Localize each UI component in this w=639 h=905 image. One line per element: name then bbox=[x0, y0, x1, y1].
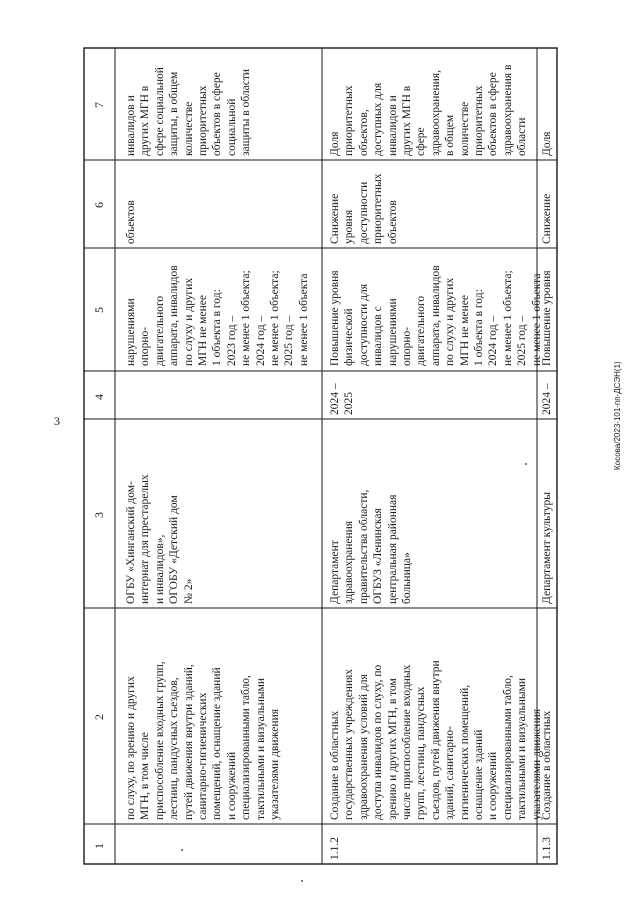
table-row-2-result: Повышение уровня физической доступности для инвалидов с нарушениями опорно- двигательного аппарата, инвалидов по слуху и других МГН не менее 1 объекта в год: 2024 год – не менее 1 объекта; 2025 год – не менее 1 объекта bbox=[329, 265, 543, 366]
table-row-3-indicator: Снижение bbox=[541, 193, 553, 244]
table-row-2-description: Доля приоритетных объектов, доступных для инвалидов и других МГН в сфере здравоохранения, в общем количестве приоритетных объектов в сфере здравоохранения в области bbox=[329, 64, 529, 156]
table-row-1-executor: ОГБУ «Хинганский дом- интернат для престарелых и инвалидов», ОГОБУ «Детский дом № 2» bbox=[125, 474, 195, 604]
header-col-4: 4 bbox=[92, 394, 106, 400]
page-number: 3 bbox=[54, 414, 60, 428]
table-row-2-period: 2024 – 2025 bbox=[329, 383, 356, 415]
table-row-2-executor: Департамент здравоохранения правительства области, ОГБУЗ «Ленинская центральная районная больница» bbox=[329, 489, 414, 604]
speck bbox=[525, 463, 527, 465]
table-row-2-number: 1.1.2 bbox=[329, 837, 341, 860]
header-col-1: 1 bbox=[92, 843, 106, 849]
table-row-1-measure: по слуху, по зрению и других МГН, в том числе приспособление входных групп, лестниц, пандусных съездов, путей движения внутри зданий, санитарно-гигиенических помещений, оснащение зданий и сооружений специализированными табло, тактильными и визуальными указателями движения bbox=[125, 661, 282, 820]
table-row-3-measure: Создание в областных bbox=[541, 710, 553, 820]
table-row-3-result: Повышение уровня bbox=[541, 270, 553, 366]
table-row-1-description: инвалидов и других МГН в сфере социальной защиты, в общем количестве приоритетных объектов в сфере социальной защиты в области bbox=[125, 67, 253, 156]
table-row-3-number: 1.1.3 bbox=[541, 837, 553, 860]
header-col-5: 5 bbox=[92, 307, 106, 313]
footer-code: Косова/2023-101-пп-ДСЭН(1) bbox=[613, 361, 622, 470]
speck bbox=[301, 880, 303, 882]
table-row-3-description: Доля bbox=[541, 131, 553, 156]
table-row-3-period: 2024 – bbox=[541, 383, 553, 415]
header-col-7: 7 bbox=[92, 102, 106, 108]
table-row-2-measure: Создание в областных государственных учреждениях здравоохранения условий для доступа инвалидов по слуху, по зрению и других МГН, в том числе приспособление входных групп, лестниц, пандусных съездов, путей движения внутри зданий, санитарно- гигиенических помещений, оснащение зданий и сооружений специализированными табло, тактильными и визуальными указателями движения bbox=[329, 660, 543, 820]
table-row-3-executor: Департамент культуры bbox=[541, 492, 553, 604]
table-row-2-indicator: Снижение уровня доступности приоритетных объектов bbox=[329, 173, 399, 244]
header-col-6: 6 bbox=[92, 202, 106, 208]
header-col-3: 3 bbox=[92, 512, 106, 518]
speck bbox=[181, 849, 183, 851]
header-col-2: 2 bbox=[92, 714, 106, 720]
table-row-1-result: нарушениями опорно- двигательного аппарата, инвалидов по слуху и других МГН не менее 1 объекта в год: 2023 год – не менее 1 объекта; 2024 год – не менее 1 объекта; 2025 год – не менее 1 объекта bbox=[125, 265, 310, 366]
table-row-1-indicator: объектов bbox=[125, 200, 137, 244]
